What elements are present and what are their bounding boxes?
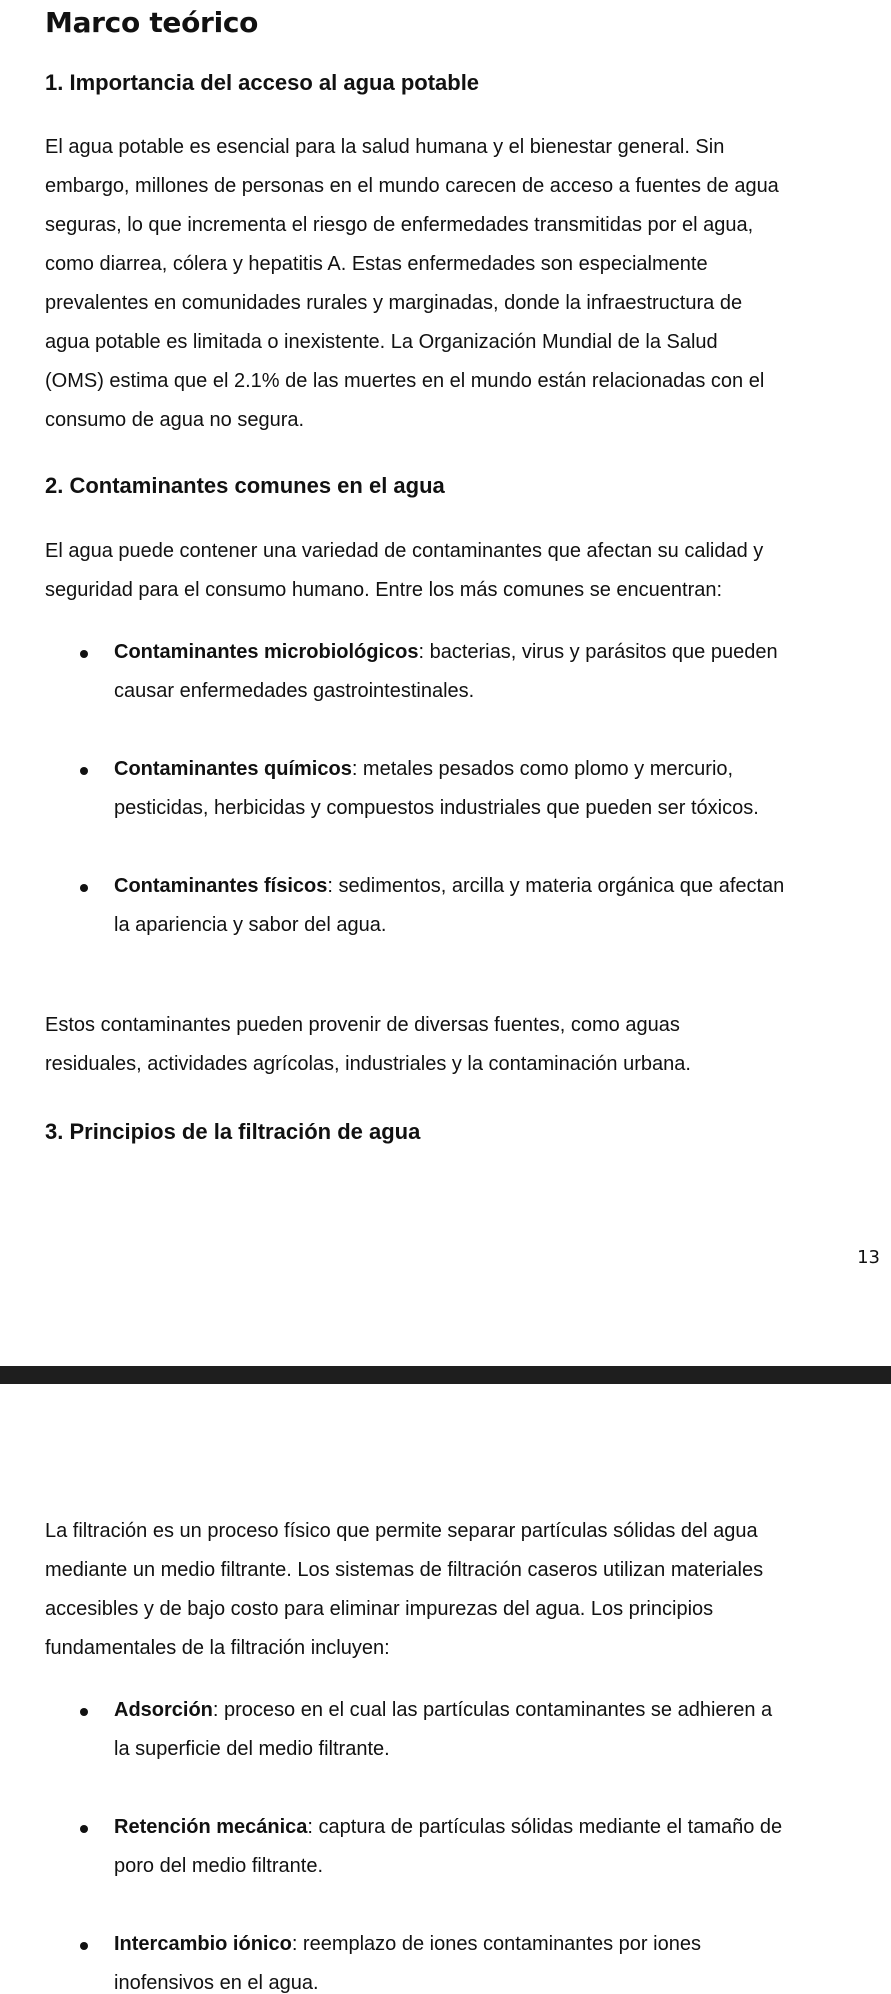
section-3-heading: 3. Principios de la filtración de agua <box>45 1119 421 1144</box>
paragraph-line: seguras, lo que incrementa el riesgo de enfermedades transmitidas por el agua, <box>45 214 754 236</box>
filtration-principles-list <box>45 1808 875 1886</box>
section-2-heading: 2. Contaminantes comunes en el agua <box>45 473 445 498</box>
list-item-term: Contaminantes químicos <box>114 758 352 780</box>
paragraph-line: fundamentales de la filtración incluyen: <box>45 1637 390 1659</box>
list-item-text: poro del medio filtrante. <box>114 1855 324 1877</box>
contaminants-list <box>45 750 875 828</box>
list-item <box>45 867 875 945</box>
list-item <box>45 1925 875 1994</box>
contaminants-list <box>45 633 875 711</box>
list-item <box>45 1808 875 1886</box>
list-item-term: Contaminantes microbiológicos <box>114 641 419 663</box>
paragraph-line: embargo, millones de personas en el mundo carecen de acceso a fuentes de agua <box>45 175 779 197</box>
list-item-term: Adsorción <box>114 1699 213 1721</box>
section-3-intro <box>45 1512 875 1668</box>
section-3-heading-block <box>45 1118 875 1146</box>
page-title: Marco teórico <box>45 6 259 39</box>
list-item <box>45 633 875 711</box>
list-item-text: : captura de partículas sólidas mediante el tamaño de <box>307 1816 783 1838</box>
section-2-heading-block <box>45 472 875 500</box>
list-item-text: inofensivos en el agua. <box>114 1972 319 1994</box>
paragraph-line: consumo de agua no segura. <box>45 409 305 431</box>
paragraph-line: El agua potable es esencial para la salud humana y el bienestar general. Sin <box>45 136 725 158</box>
section-2-outro <box>45 1006 875 1084</box>
list-item-text: : metales pesados como plomo y mercurio, <box>351 758 734 780</box>
paragraph-line: seguridad para el consumo humano. Entre los más comunes se encuentran: <box>45 579 723 601</box>
filtration-principles-list <box>45 1925 875 1994</box>
list-item-term: Intercambio iónico <box>114 1933 292 1955</box>
list-item-text: pesticidas, herbicidas y compuestos industriales que pueden ser tóxicos. <box>114 797 759 819</box>
section-1-heading: 1. Importancia del acceso al agua potable <box>45 70 480 95</box>
paragraph-line: residuales, actividades agrícolas, industriales y la contaminación urbana. <box>45 1053 691 1075</box>
page-break-divider <box>0 1366 891 1384</box>
document-page-14 <box>0 1384 891 1994</box>
paragraph-line: El agua puede contener una variedad de contaminantes que afectan su calidad y <box>45 540 764 562</box>
page-number: 13 <box>857 1247 880 1268</box>
list-item-term: Retención mecánica <box>114 1816 308 1838</box>
list-item-text: causar enfermedades gastrointestinales. <box>114 680 475 702</box>
list-item-text: la apariencia y sabor del agua. <box>114 914 387 936</box>
list-item-term: Contaminantes físicos <box>114 875 328 897</box>
paragraph-line: accesibles y de bajo costo para eliminar impurezas del agua. Los principios <box>45 1598 714 1620</box>
paragraph-line: agua potable es limitada o inexistente. La Organización Mundial de la Salud <box>45 331 718 353</box>
section-2-intro <box>45 532 875 610</box>
paragraph-line: mediante un medio filtrante. Los sistemas de filtración caseros utilizan materiales <box>45 1559 764 1581</box>
contaminants-list <box>45 867 875 945</box>
paragraph-line: (OMS) estima que el 2.1% de las muertes en el mundo están relacionadas con el <box>45 370 765 392</box>
list-item <box>45 1691 875 1769</box>
section-1-heading-block <box>45 69 875 97</box>
paragraph-line: prevalentes en comunidades rurales y marginadas, donde la infraestructura de <box>45 292 743 314</box>
paragraph-line: La filtración es un proceso físico que permite separar partículas sólidas del agua <box>45 1520 758 1542</box>
filtration-principles-list <box>45 1691 875 1769</box>
section-1-paragraph <box>45 128 875 440</box>
paragraph-line: como diarrea, cólera y hepatitis A. Estas enfermedades son especialmente <box>45 253 708 275</box>
list-item-text: : proceso en el cual las partículas contaminantes se adhieren a <box>212 1699 773 1721</box>
list-item-text: : bacterias, virus y parásitos que pueden <box>418 641 778 663</box>
list-item <box>45 750 875 828</box>
list-item-text: : reemplazo de iones contaminantes por iones <box>291 1933 701 1955</box>
page-title-block <box>45 6 875 40</box>
list-item-text: : sedimentos, arcilla y materia orgánica que afectan <box>327 875 785 897</box>
paragraph-line: Estos contaminantes pueden provenir de diversas fuentes, como aguas <box>45 1014 680 1036</box>
list-item-text: la superficie del medio filtrante. <box>114 1738 390 1760</box>
